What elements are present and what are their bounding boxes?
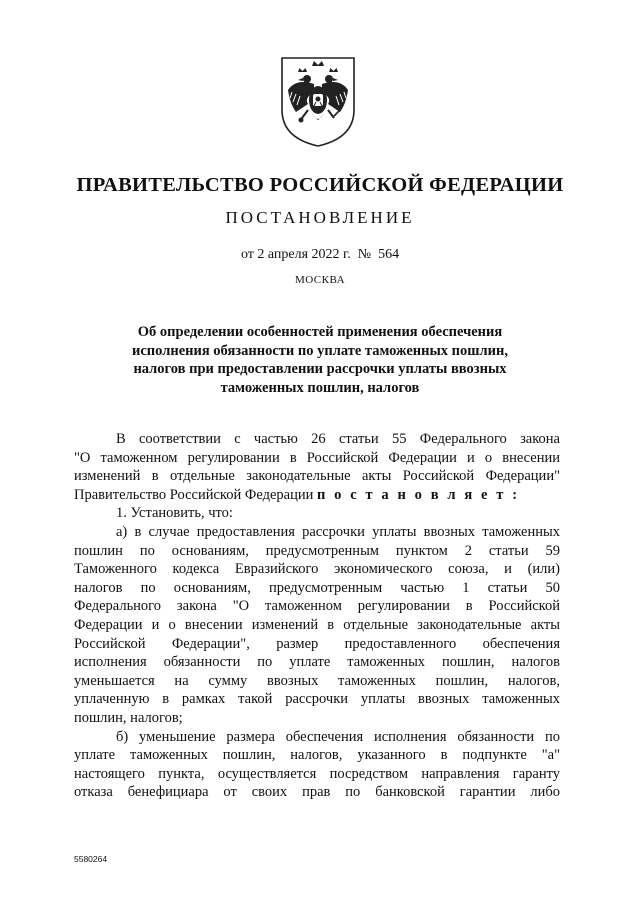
body-line: а) в случае предоставления рассрочки уплаты ввозных таможенных [116, 523, 560, 540]
title-line: таможенных пошлин, налогов [220, 379, 420, 396]
body-line: пошлин, налогов; [74, 709, 183, 726]
number-sign: № [357, 247, 372, 262]
body-line: пошлин по основаниям, предусмотренным пунктом 2 статьи 59 [74, 542, 560, 559]
body-line: изменений в отдельные законодательные акты Российской Федерации" [74, 468, 560, 485]
body-line: уменьшается на сумму ввозных таможенных пошлин, налогов, [74, 672, 560, 689]
body-line: настоящего пункта, осуществляется посредством направления гаранту [74, 765, 560, 782]
body-line: уплаченную в рамках такой рассрочки уплаты ввозных таможенных [74, 691, 560, 708]
title-line: налогов при предоставлении рассрочки уплаты ввозных [133, 361, 507, 378]
date-number-line [0, 247, 640, 263]
body-line: "О таможенном регулировании в Российской Федерации и о внесении [74, 449, 560, 466]
body-line: отказа бенефициара от своих прав по банковской гарантии либо [74, 784, 560, 801]
body-line: исполнения обязанности по уплате таможенных пошлин, налогов [74, 654, 560, 671]
city-name: МОСКВА [294, 274, 346, 286]
coat-of-arms-icon [274, 52, 362, 150]
footer-document-code: 5580264 [74, 854, 108, 864]
body-line: налогов по основаниям, предусмотренным частью 1 статьи 50 [74, 579, 560, 596]
government-title: ПРАВИТЕЛЬСТВО РОССИЙСКОЙ ФЕДЕРАЦИИ [76, 174, 564, 196]
body-line: Российской Федерации", размер предоставленного обеспечения [74, 635, 560, 652]
body-line: В соответствии с частью 26 статьи 55 Федерального закона [116, 431, 560, 447]
title-line: исполнения обязанности по уплате таможенных пошлин, [132, 342, 508, 359]
title-line: Об определении особенностей применения обеспечения [137, 324, 503, 340]
document-type: ПОСТАНОВЛЕНИЕ [225, 208, 415, 227]
body-line: б) уменьшение размера обеспечения исполнения обязанности по [116, 728, 560, 745]
body-line [74, 486, 560, 505]
decree-subject: Правительство Российской Федерации [74, 486, 314, 503]
document-number: 564 [378, 247, 400, 262]
body-line: Федерального закона "О таможенном регулировании в Российской [74, 598, 560, 615]
clause-heading: 1. Установить, что: [116, 505, 233, 522]
body-line: уплате таможенных пошлин, налогов, указанного в подпункте "а" [74, 747, 560, 764]
body-line: Таможенного кодекса Евразийского экономического союза, и (или) [74, 561, 560, 578]
document-body [74, 430, 560, 802]
decree-verb: п о с т а н о в л я е т : [316, 486, 520, 503]
body-line: Федерации и о внесении изменений в отдельные законодательные акты [74, 616, 560, 633]
document-title [0, 323, 640, 397]
document-date: от 2 апреля 2022 г. [240, 247, 351, 262]
